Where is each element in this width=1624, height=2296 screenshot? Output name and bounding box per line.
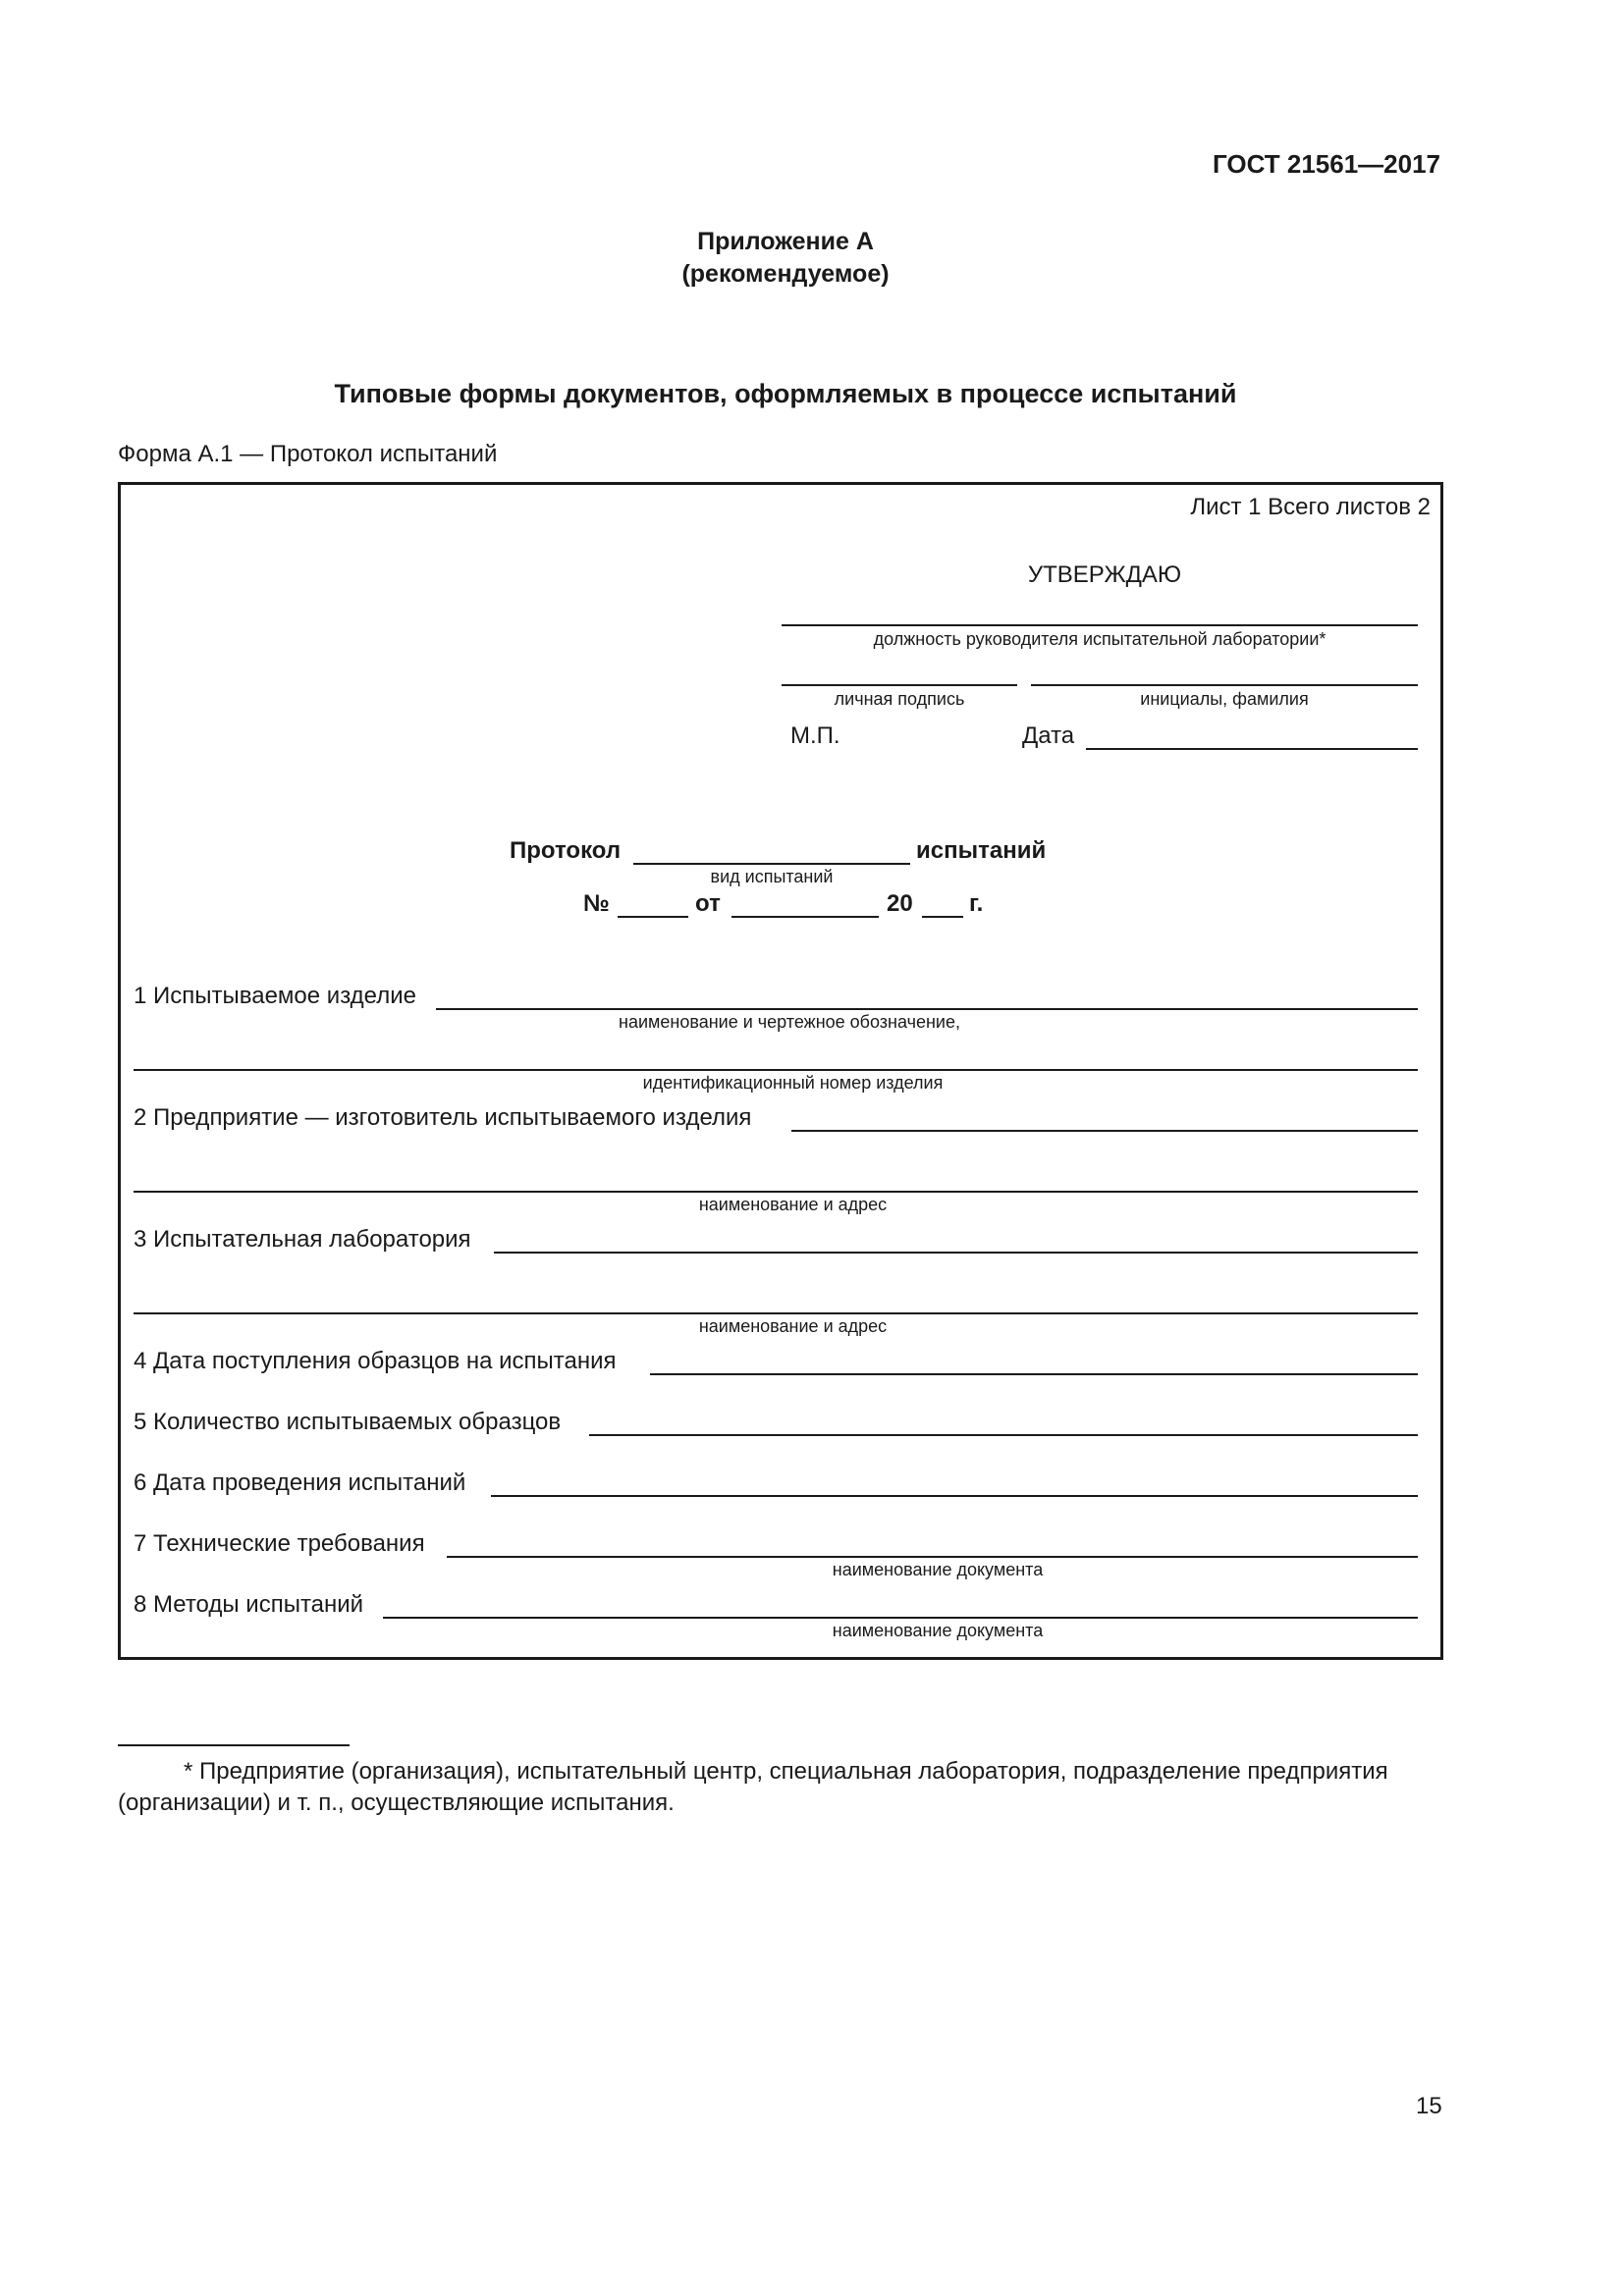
date-label: Дата — [1022, 722, 1075, 749]
item-2-label: 2 Предприятие — изготовитель испытываемого изделия — [134, 1104, 752, 1131]
footnote-rule — [118, 1744, 350, 1746]
item-1-caption: наименование и чертежное обозначение, — [619, 1012, 960, 1032]
item-1-line-2[interactable] — [134, 1069, 1418, 1071]
test-type-line[interactable] — [633, 863, 910, 865]
form-caption: Форма А.1 — Протокол испытаний — [118, 441, 498, 467]
item-4-line[interactable] — [650, 1373, 1418, 1375]
item-8-label: 8 Методы испытаний — [134, 1591, 364, 1618]
item-3-caption: наименование и адрес — [698, 1316, 888, 1336]
item-6-line[interactable] — [491, 1495, 1418, 1497]
approval-date-line[interactable] — [1086, 748, 1418, 750]
item-7-label: 7 Технические требования — [134, 1530, 425, 1557]
approve-label: УТВЕРЖДАЮ — [1027, 561, 1182, 588]
item-5-label: 5 Количество испытываемых образцов — [134, 1409, 562, 1435]
item-3-line-2[interactable] — [134, 1312, 1418, 1314]
item-3-line[interactable] — [494, 1252, 1418, 1254]
item-1-caption-2: идентификационный номер изделия — [642, 1073, 944, 1093]
annex-status: (рекомендуемое) — [681, 260, 890, 288]
test-type-caption: вид испытаний — [710, 867, 834, 886]
protocol-date-line[interactable] — [731, 916, 879, 918]
signature-line[interactable] — [782, 684, 1017, 686]
position-caption: должность руководителя испытательной лаборатории* — [873, 629, 1326, 649]
item-2-line-2[interactable] — [134, 1191, 1418, 1193]
protocol-number-line[interactable] — [618, 916, 688, 918]
standard-number: ГОСТ 21561—2017 — [1213, 149, 1440, 179]
item-1-label: 1 Испытываемое изделие — [134, 983, 416, 1009]
item-3-label: 3 Испытательная лаборатория — [134, 1226, 471, 1253]
item-8-caption: наименование документа — [832, 1621, 1044, 1640]
name-caption: инициалы, фамилия — [1140, 689, 1309, 709]
position-line[interactable] — [782, 624, 1418, 626]
tests-word: испытаний — [916, 837, 1047, 864]
protocol-word: Протокол — [510, 837, 622, 864]
item-8-line[interactable] — [383, 1617, 1418, 1619]
from-word: от — [695, 890, 721, 917]
item-1-line[interactable] — [436, 1008, 1418, 1010]
item-2-line[interactable] — [791, 1130, 1418, 1132]
sheet-counter: Лист 1 Всего листов 2 — [1190, 494, 1431, 520]
year-suffix: г. — [969, 890, 984, 917]
year-line[interactable] — [922, 916, 963, 918]
item-6-label: 6 Дата проведения испытаний — [134, 1469, 466, 1496]
item-2-caption: наименование и адрес — [698, 1195, 888, 1214]
number-sign: № — [583, 890, 610, 917]
item-7-line[interactable] — [447, 1556, 1418, 1558]
page-number: 15 — [1416, 2093, 1442, 2119]
annex-heading — [0, 226, 1571, 291]
footnote: * Предприятие (организация), испытательный центр, специальная лаборатория, подразделение предприятия (организации) и т. п., осуществляющие испытания. — [118, 1758, 1388, 1816]
name-line[interactable] — [1031, 684, 1418, 686]
stamp-label: М.П. — [790, 722, 840, 749]
item-4-label: 4 Дата поступления образцов на испытания — [134, 1348, 617, 1374]
item-7-caption: наименование документа — [832, 1560, 1044, 1579]
year-prefix: 20 — [887, 890, 913, 917]
signature-caption: личная подпись — [834, 689, 965, 709]
item-5-line[interactable] — [589, 1434, 1418, 1436]
annex-title: Приложение А — [697, 228, 874, 255]
page-title: Типовые формы документов, оформляемых в процессе испытаний — [334, 379, 1237, 408]
